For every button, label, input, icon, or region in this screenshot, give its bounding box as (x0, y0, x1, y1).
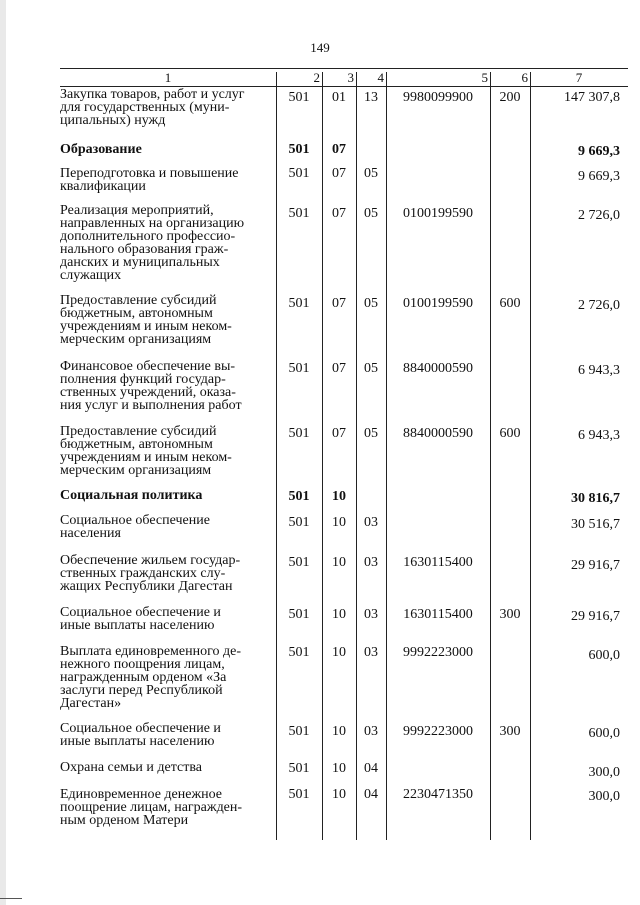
cell-col2: 501 (288, 724, 310, 739)
col-head-5: 5 (481, 70, 488, 85)
cell-col4: 05 (364, 296, 378, 311)
cell-col4: 03 (364, 645, 378, 660)
cell-col2: 501 (288, 761, 310, 776)
cell-col2: 501 (288, 515, 310, 530)
cell-col4: 03 (364, 607, 378, 622)
row-description: Единовременное денежное поощрение лицам, награжден- ным орденом Матери (60, 787, 243, 828)
col-head-1: 1 (164, 70, 172, 85)
cell-col4: 03 (364, 724, 378, 739)
cell-col6: 300 (499, 607, 521, 622)
cell-col2: 501 (288, 787, 310, 802)
cell-amount: 2 726,0 (578, 208, 620, 223)
cell-col6: 600 (499, 296, 521, 311)
page-number: 149 (310, 40, 330, 55)
cell-col2: 501 (288, 296, 310, 311)
cell-amount: 30 816,7 (571, 491, 620, 506)
cell-col5: 0100199590 (403, 206, 473, 221)
column-divider (530, 72, 531, 840)
cell-amount: 29 916,7 (571, 558, 620, 573)
cell-col4: 04 (364, 787, 378, 802)
cell-col6: 300 (499, 724, 521, 739)
row-description: Предоставление субсидий бюджетным, автономным учреждениям и иным неком- мерческим организациям (60, 424, 232, 478)
cell-col3: 07 (332, 361, 346, 376)
cell-amount: 9 669,3 (578, 169, 620, 184)
row-description: Охрана семьи и детства (60, 760, 202, 775)
cell-col2: 501 (288, 206, 310, 221)
cell-col4: 05 (364, 426, 378, 441)
cell-col5: 9992223000 (403, 645, 473, 660)
cell-col6: 200 (499, 90, 521, 105)
cell-col2: 501 (288, 555, 310, 570)
cell-col5: 1630115400 (403, 607, 473, 622)
table-top-rule (60, 68, 628, 69)
row-description: Выплата единовременного де- нежного поощрения лицам, награжденным орденом «За заслуги перед Республикой Дагестан» (60, 644, 241, 711)
cell-col5: 8840000590 (403, 426, 473, 441)
cell-col5: 0100199590 (403, 296, 473, 311)
cell-amount: 2 726,0 (578, 298, 620, 313)
cell-col2: 501 (288, 426, 310, 441)
col-head-3: 3 (347, 70, 354, 85)
scan-edge (0, 0, 6, 905)
cell-col3: 07 (332, 426, 346, 441)
cell-col5: 9980099900 (403, 90, 473, 105)
col-head-2: 2 (313, 70, 320, 85)
row-description: Закупка товаров, работ и услуг для государственных (муни- ципальных) нужд (60, 87, 245, 128)
cell-col3: 10 (332, 724, 346, 739)
cell-amount: 147 307,8 (564, 90, 620, 105)
cell-amount: 600,0 (588, 726, 620, 741)
cell-col2: 501 (288, 607, 310, 622)
cell-col4: 03 (364, 515, 378, 530)
row-description: Социальное обеспечение и иные выплаты населению (60, 605, 221, 633)
cell-col5: 9992223000 (403, 724, 473, 739)
section-title: Социальная политика (60, 488, 203, 503)
cell-col4: 13 (364, 90, 378, 105)
cell-col3: 10 (332, 761, 346, 776)
cell-amount: 6 943,3 (578, 428, 620, 443)
cell-col4: 05 (364, 166, 378, 181)
row-description: Реализация мероприятий, направленных на организацию дополнительного профессио- нального образования граж- данских и муниципальных служащих (60, 203, 245, 283)
cell-col2: 501 (288, 142, 310, 157)
cell-col4: 05 (364, 361, 378, 376)
cell-col3: 07 (332, 206, 346, 221)
cell-col3: 10 (332, 515, 346, 530)
row-description: Обеспечение жильем государ- ственных гражданских слу- жащих Республики Дагестан (60, 553, 241, 594)
col-head-7: 7 (575, 70, 583, 85)
cell-col3: 01 (332, 90, 346, 105)
row-description: Финансовое обеспечение вы- полнения функций государ- ственных учреждений, оказа- ния услуг и выполнения работ (60, 359, 242, 413)
cell-amount: 29 916,7 (571, 609, 620, 624)
cell-col3: 07 (332, 166, 346, 181)
cell-col2: 501 (288, 489, 310, 504)
row-description: Переподготовка и повышение квалификации (60, 166, 239, 194)
cell-amount: 9 669,3 (578, 144, 620, 159)
cell-col4: 03 (364, 555, 378, 570)
cell-col3: 10 (332, 489, 346, 504)
cell-col2: 501 (288, 645, 310, 660)
cell-col3: 10 (332, 607, 346, 622)
cell-col5: 8840000590 (403, 361, 473, 376)
cell-col2: 501 (288, 361, 310, 376)
cell-col5: 2230471350 (403, 787, 473, 802)
cell-col3: 07 (332, 142, 346, 157)
cell-col3: 10 (332, 787, 346, 802)
cell-amount: 6 943,3 (578, 363, 620, 378)
cell-col6: 600 (499, 426, 521, 441)
cell-col4: 05 (364, 206, 378, 221)
row-description: Социальное обеспечение населения (60, 513, 210, 541)
col-head-6: 6 (521, 70, 528, 85)
cell-col5: 1630115400 (403, 555, 473, 570)
cell-amount: 300,0 (588, 789, 620, 804)
section-title: Образование (60, 142, 142, 157)
cell-amount: 300,0 (588, 765, 620, 780)
scan-mark (0, 898, 22, 899)
row-description: Предоставление субсидий бюджетным, автономным учреждениям и иным неком- мерческим организациям (60, 293, 232, 347)
cell-col4: 04 (364, 761, 378, 776)
cell-col3: 10 (332, 645, 346, 660)
cell-amount: 30 516,7 (571, 517, 620, 532)
cell-amount: 600,0 (588, 648, 620, 663)
cell-col3: 07 (332, 296, 346, 311)
row-description: Социальное обеспечение и иные выплаты населению (60, 721, 221, 749)
col-head-4: 4 (377, 70, 384, 85)
cell-col2: 501 (288, 166, 310, 181)
cell-col2: 501 (288, 90, 310, 105)
cell-col3: 10 (332, 555, 346, 570)
